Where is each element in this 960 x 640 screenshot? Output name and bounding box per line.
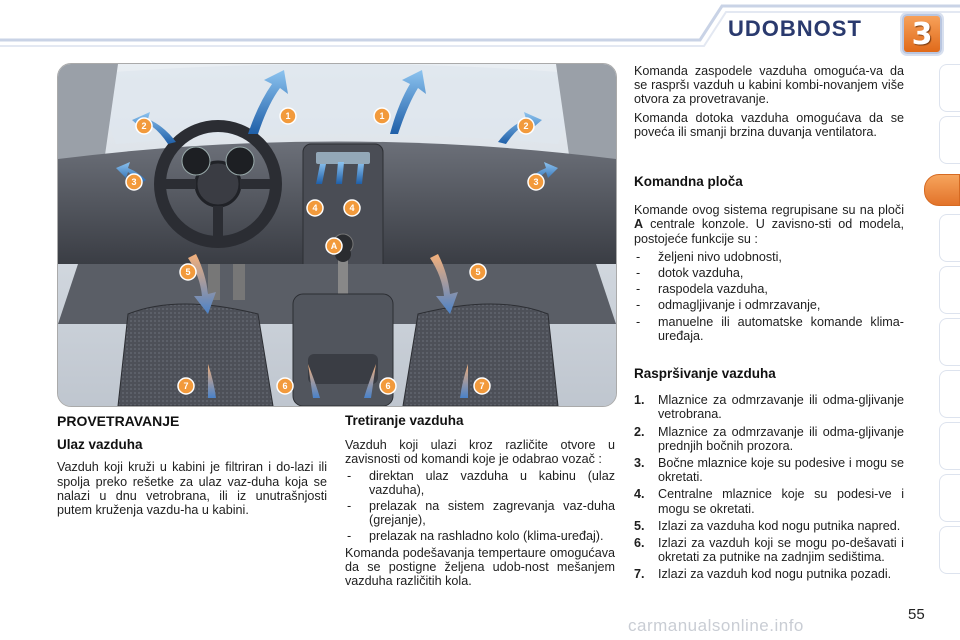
svg-text:3: 3 [131, 177, 137, 187]
cabin-ventilation-illustration [57, 63, 617, 407]
svg-text:5: 5 [185, 267, 191, 277]
svg-text:4: 4 [349, 203, 355, 213]
paragraph-control-panel-intro: Komande ovog sistema regrupisane su na ploči A centrale konzole. U zavisno-sti od modela, postojeće funkcije su : [634, 203, 904, 246]
heading-air-intake: Ulaz vazduha [57, 437, 143, 453]
marker-1-right [374, 108, 390, 124]
paragraph-air-intake: Vazduh koji kruži u kabini je filtriran i do-lazi ili spolja preko rešetke za ulaz vaz-duha koja se nalazi u dnu vetrobrana, ili iz unutrašnjosti putem kruženja vazdu-ha u kabini. [57, 460, 327, 518]
paragraph-flow-control: Komanda dotoka vazduha omogućava da se poveća ili smanji brzina duvanja ventilatora. [634, 110, 904, 139]
side-tab[interactable] [939, 64, 960, 112]
section-title: UDOBNOST [728, 16, 862, 41]
svg-text:6: 6 [385, 381, 391, 391]
svg-text:2: 2 [523, 121, 529, 131]
paragraph-distribution-control: Komanda zaspodele vazduha omoguća-va da se raspršı vazduh u kabini kombi-novanjem više otvora za provetravanje. [634, 64, 904, 107]
marker-7-right [474, 378, 490, 394]
side-tab[interactable] [939, 116, 960, 164]
marker-2-left [136, 118, 152, 134]
column-air-treatment [345, 414, 615, 588]
list-item: 3. Bočne mlaznice koje su podesive i mogu se okretati. [634, 456, 904, 485]
svg-text:A: A [330, 241, 338, 251]
list-item: - odmagljivanje i odmrzavanje, [634, 298, 904, 312]
list-item: - dotok vazduha, [634, 266, 904, 280]
list-item: 4. Centralne mlaznice koje su podesi-ve i mogu se okretati. [634, 487, 904, 516]
list-vents [634, 393, 904, 581]
list-item: 2. Mlaznice za odmrzavanje ili odma-gljivanje prednjih bočnih prozora. [634, 424, 904, 453]
side-tab[interactable] [939, 422, 960, 470]
marker-1-left [280, 108, 296, 124]
side-tab-active[interactable] [924, 174, 960, 206]
svg-text:5: 5 [475, 267, 481, 277]
paragraph-temperature-control: Komanda podešavanja tempertaure omogućava da se postigne željena udob-nost mešanjem vazduha različitih kola. [345, 545, 615, 589]
list-air-treatment [345, 469, 615, 544]
list-item: 6. Izlazi za vazduh koji se mogu po-dešavati i okretati za putnike na zadnjim sedištima. [634, 536, 904, 565]
heading-control-panel: Komandna ploča [634, 174, 743, 190]
list-item: 7. Izlazi za vazduh kod nogu putnika pozadi. [634, 567, 892, 582]
svg-text:3: 3 [533, 177, 539, 187]
list-item: - prelazak na rashladno kolo (klima-uređaj). [345, 529, 615, 543]
side-tab[interactable] [939, 318, 960, 366]
marker-4-left [307, 200, 323, 216]
marker-4-right [344, 200, 360, 216]
chapter-badge: 3 [902, 14, 942, 54]
svg-text:7: 7 [479, 381, 485, 391]
svg-text:4: 4 [312, 203, 318, 213]
marker-A [326, 238, 342, 254]
list-item: - raspodela vazduha, [634, 282, 904, 296]
marker-7-left [178, 378, 194, 394]
svg-text:1: 1 [379, 111, 385, 121]
svg-text:1: 1 [285, 111, 291, 121]
marker-3-left [126, 174, 142, 190]
marker-6-right [380, 378, 396, 394]
side-tab[interactable] [939, 214, 960, 262]
page-number: 55 [908, 606, 925, 623]
heading-ventilation: PROVETRAVANJE [57, 413, 180, 429]
paragraph-air-treatment-intro: Vazduh koji ulazi kroz različite otvore u zavisnosti od komandi koje je odabrao vozač : [345, 438, 615, 467]
list-item: - manuelne ili automatske komande klima-uređaja. [634, 315, 904, 343]
marker-5-left [180, 264, 196, 280]
side-tab[interactable] [939, 370, 960, 418]
list-item: - direktan ulaz vazduha u kabinu (ulaz vazduha), [345, 469, 615, 497]
svg-text:6: 6 [282, 381, 288, 391]
marker-5-right [470, 264, 486, 280]
list-item: - prelazak na sistem zagrevanja vaz-duha (grejanje), [345, 499, 615, 527]
marker-3-right [528, 174, 544, 190]
list-panel-functions [634, 250, 904, 343]
list-item: 1. Mlaznice za odmrzavanje ili odma-gljivanje vetrobrana. [634, 393, 904, 422]
cabin-drawing [58, 64, 616, 406]
svg-text:2: 2 [141, 121, 147, 131]
list-item: 5. Izlazi za vazduha kod nogu putnika napred. [634, 518, 901, 533]
column-ventilation [57, 414, 327, 517]
list-item: - željeni nivo udobnosti, [634, 250, 904, 264]
heading-air-treatment: Tretiranje vazduha [345, 413, 464, 428]
svg-text:7: 7 [183, 381, 189, 391]
side-tab[interactable] [939, 474, 960, 522]
side-tab[interactable] [939, 266, 960, 314]
column-controls [634, 64, 904, 585]
watermark: carmanualsonline.info [628, 616, 804, 635]
marker-6-left [277, 378, 293, 394]
marker-2-right [518, 118, 534, 134]
heading-air-distribution: Raspršivanje vazduha [634, 366, 776, 382]
side-tab-strip [938, 64, 960, 584]
side-tab[interactable] [939, 526, 960, 574]
